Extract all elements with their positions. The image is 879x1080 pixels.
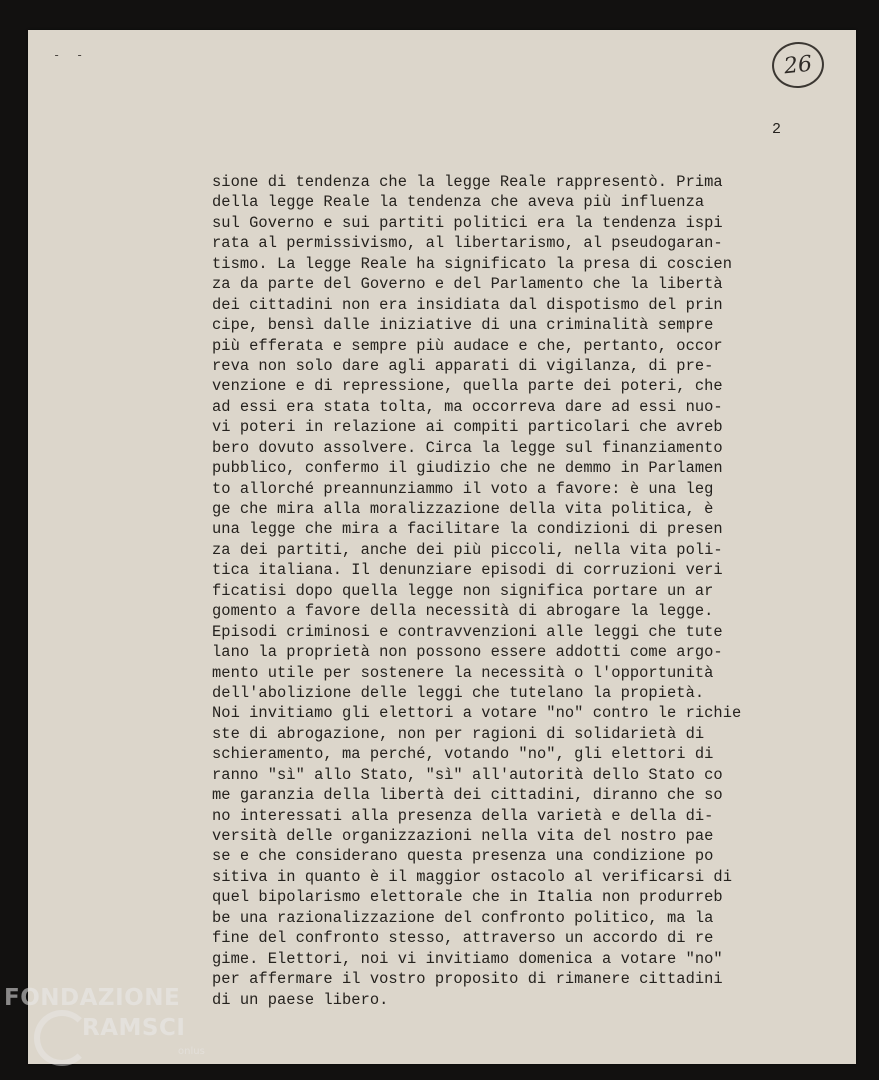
archive-number: 26 xyxy=(782,51,814,79)
text-line: pubblico, confermo il giudizio che ne demmo in Parlamen xyxy=(212,459,723,478)
text-line: za da parte del Governo e del Parlamento che la libertà xyxy=(212,275,723,294)
text-line: mento utile per sostenere la necessità o l'opportunità xyxy=(212,663,714,682)
text-line: reva non solo dare agli apparati di vigilanza, di pre- xyxy=(212,356,714,375)
text-line: di un paese libero. xyxy=(212,990,389,1009)
text-line: ficatisi dopo quella legge non significa portare un ar xyxy=(212,581,714,600)
text-line: tismo. La legge Reale ha significato la presa di coscien xyxy=(212,254,733,273)
text-line: schieramento, ma perché, votando "no", gli elettori di xyxy=(212,745,714,764)
text-line: cipe, bensì dalle iniziative di una criminalità sempre xyxy=(212,316,714,335)
text-line: to allorché preannunziammo il voto a favore: è una leg xyxy=(212,479,714,498)
text-line: venzione e di repressione, quella parte dei poteri, che xyxy=(212,377,723,396)
text-line: tica italiana. Il denunziare episodi di corruzioni veri xyxy=(212,561,723,580)
page-number: 2 xyxy=(772,121,782,138)
text-line: bero dovuto assolvere. Circa la legge sul finanziamento xyxy=(212,438,723,457)
text-line: sitiva in quanto è il maggior ostacolo al verificarsi di xyxy=(212,867,733,886)
text-line: ste di abrogazione, non per ragioni di solidarietà di xyxy=(212,724,705,743)
margin-mark: - xyxy=(53,48,61,62)
text-line: ge che mira alla moralizzazione della vita politica, è xyxy=(212,500,714,518)
text-line: rata al permissivismo, al libertarismo, al pseudogaran- xyxy=(212,234,723,253)
text-line: gomento a favore della necessità di abrogare la legge. xyxy=(212,602,714,621)
text-line: sione di tendenza che la legge Reale rappresentò. Prima xyxy=(212,173,723,191)
watermark-subtitle: RAMSCI xyxy=(82,1015,186,1041)
text-line: ranno "sì" allo Stato, "sì" all'autorità dello Stato co xyxy=(212,765,723,784)
text-line: me garanzia della libertà dei cittadini, diranno che so xyxy=(212,786,723,805)
text-line: Noi invitiamo gli elettori a votare "no" contro le richie xyxy=(212,704,742,723)
text-line: ad essi era stata tolta, ma occorreva dare ad essi nuo- xyxy=(212,397,723,416)
text-line: della legge Reale la tendenza che aveva più influenza xyxy=(212,193,705,212)
text-line: per affermare il vostro proposito di rimanere cittadini xyxy=(212,970,723,989)
text-line: fine del confronto stesso, attraverso un accordo di re xyxy=(212,929,714,948)
text-line: no interessati alla presenza della varietà e della di- xyxy=(212,806,714,825)
text-line: dei cittadini non era insidiata dal dispotismo del prin xyxy=(212,295,723,314)
text-line: sul Governo e sui partiti politici era la tendenza ispi xyxy=(212,213,723,232)
text-line: be una razionalizzazione del confronto politico, ma la xyxy=(212,908,714,927)
typewritten-body xyxy=(212,172,812,1010)
text-line: za dei partiti, anche dei più piccoli, nella vita poli- xyxy=(212,540,723,559)
text-line: lano la proprietà non possono essere addotti come argo- xyxy=(212,643,723,662)
text-line: vi poteri in relazione ai compiti particolari che avreb xyxy=(212,418,723,437)
text-line: gime. Elettori, noi vi invitiamo domenica a votare "no" xyxy=(212,949,723,968)
watermark-suffix: onlus xyxy=(178,1046,205,1057)
text-line: versità delle organizzazioni nella vita del nostro pae xyxy=(212,827,714,845)
text-line: dell'abolizione delle leggi che tutelano la propietà. xyxy=(212,683,705,702)
text-line: se e che considerano questa presenza una condizione po xyxy=(212,847,714,866)
margin-mark: - xyxy=(76,48,84,62)
text-line: una legge che mira a facilitare la condizioni di presen xyxy=(212,520,723,539)
text-line: più efferata e sempre più audace e che, pertanto, occor xyxy=(212,336,723,355)
text-line: Episodi criminosi e contravvenzioni alle leggi che tute xyxy=(212,622,723,641)
text-line: quel bipolarismo elettorale che in Italia non produrreb xyxy=(212,888,723,907)
watermark-title: FONDAZIONE xyxy=(4,985,181,1011)
